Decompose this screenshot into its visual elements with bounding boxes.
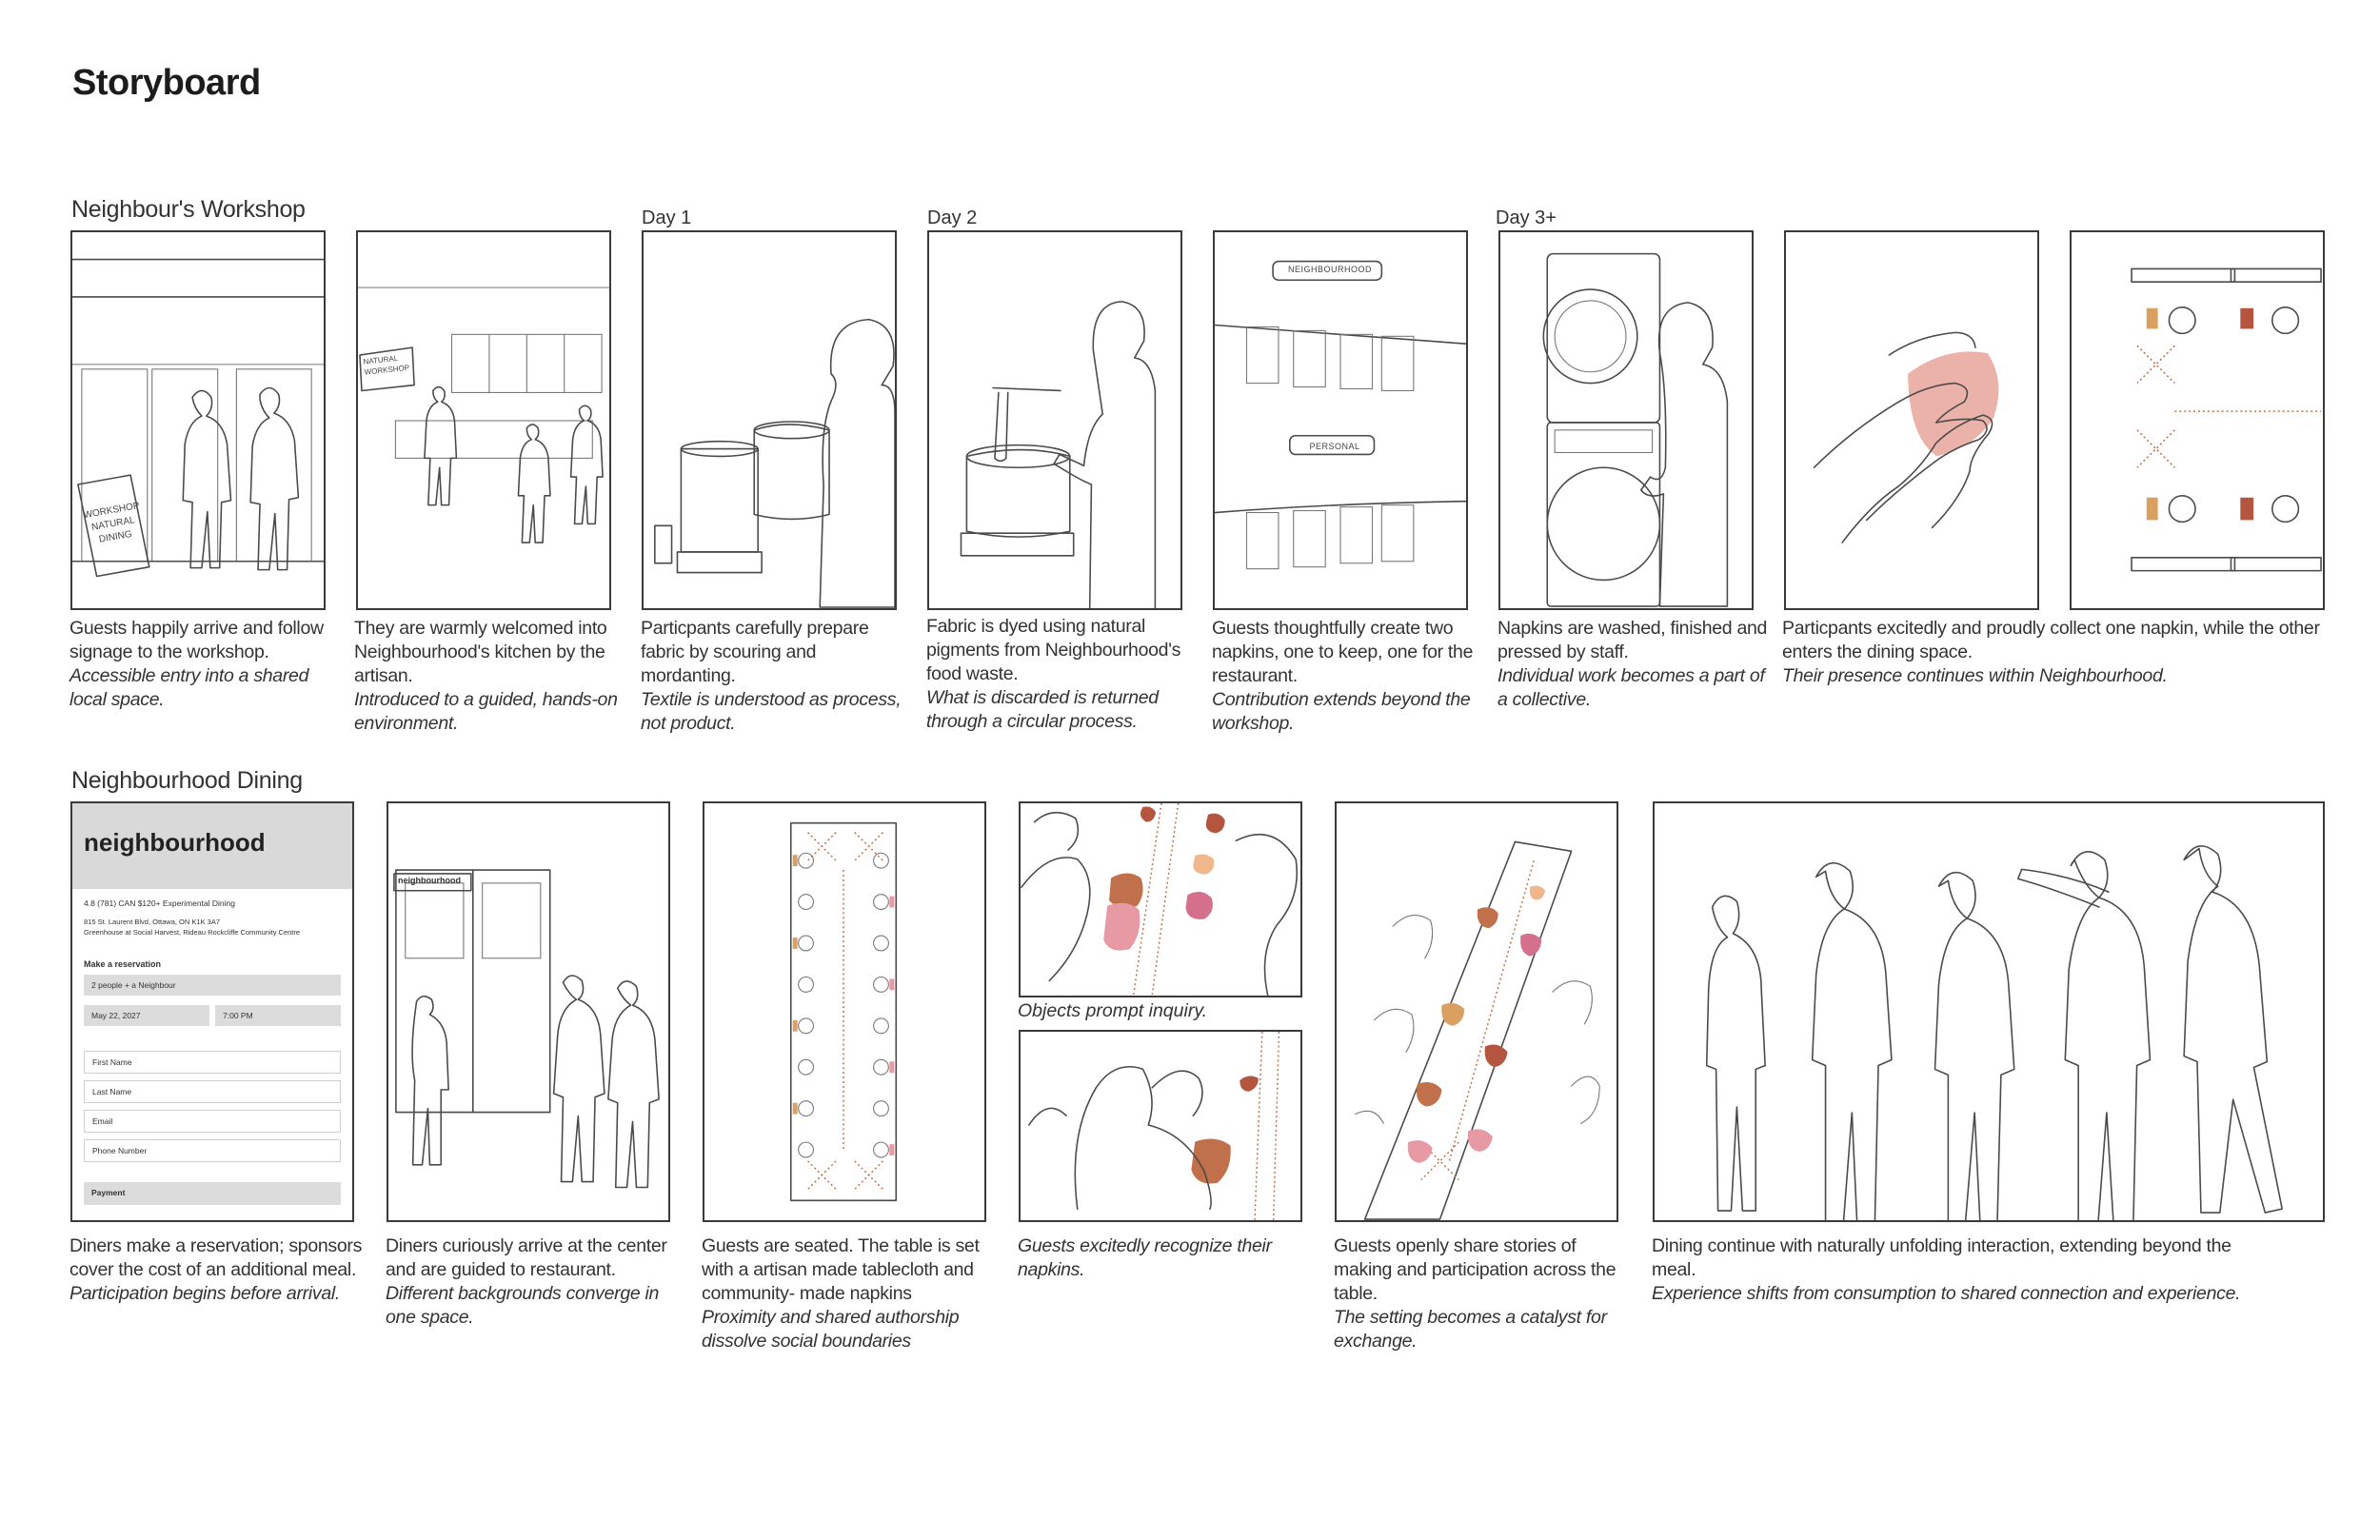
reservation-rating: 4.8 (781) CAN $120+ Experimental Dining xyxy=(84,898,235,908)
storyboard-frame-inquiry xyxy=(1019,801,1302,997)
caption-workshop-6: Napkins are washed, finished and pressed by staff. Individual work becomes a part of a collective. xyxy=(1497,618,1768,710)
caption-dining-5: Guests openly share stories of making and participation across the table. The setting becomes a catalyst for exchange. xyxy=(1334,1235,1616,1352)
phone-field[interactable] xyxy=(84,1139,341,1162)
payment-button[interactable] xyxy=(84,1182,341,1205)
sketch-dye xyxy=(929,232,1180,608)
last-name-field[interactable] xyxy=(84,1080,341,1103)
storyboard-frame-collect xyxy=(1784,230,2039,610)
time-select[interactable] xyxy=(215,1005,341,1026)
caption-workshop-7: Particpants excitedly and proudly collect one napkin, while the other enters the dining space. Their presence continues within Neighbourhood. xyxy=(1782,618,2320,686)
reservation-venue: Greenhouse at Social Harvest, Rideau Rockcliffe Community Centre xyxy=(84,928,301,937)
first-name-field[interactable] xyxy=(84,1051,341,1074)
section-title-dining: Neighbourhood Dining xyxy=(71,767,303,794)
workshop-sign: WORKSHOP NATURAL DINING xyxy=(82,501,141,545)
phone-placeholder: Phone Number xyxy=(92,1146,148,1155)
reservation-screen xyxy=(70,801,354,1222)
reservation-brand: neighbourhood xyxy=(84,828,266,857)
sketch-silhouettes xyxy=(1655,803,2323,1220)
last-name-placeholder: Last Name xyxy=(92,1087,132,1096)
section-title-workshop: Neighbour's Workshop xyxy=(71,196,306,223)
storyboard-frame-table-top xyxy=(2070,230,2325,610)
storyboard-frame-sharing xyxy=(1335,801,1618,1222)
page-title: Storyboard xyxy=(72,63,261,103)
caption-inquiry: Objects prompt inquiry. xyxy=(1018,1000,1208,1021)
storyboard-frame-kitchen xyxy=(356,230,611,610)
sketch-inquiry xyxy=(1021,803,1300,996)
sketch-sharing xyxy=(1337,803,1616,1220)
storyboard-frame-dye xyxy=(927,230,1182,610)
time-value: 7:00 PM xyxy=(223,1011,253,1020)
caption-workshop-2: They are warmly welcomed into Neighbourhood's kitchen by the artisan. Introduced to a guided, hands-on environment. xyxy=(354,618,618,734)
door-sign: neighbourhood xyxy=(398,876,461,885)
caption-dining-1: Diners make a reservation; sponsors cover the cost of an additional meal. Participation begins before arrival. xyxy=(69,1235,363,1304)
sketch-prepare xyxy=(644,232,895,608)
sketch-hands xyxy=(1786,232,2037,608)
storyboard-frame-wash xyxy=(1498,230,1754,610)
caption-dining-4: Guests excitedly recognize their napkins. xyxy=(1018,1235,1272,1280)
day-label-2: Day 2 xyxy=(927,207,978,228)
reservation-heading: Make a reservation xyxy=(84,959,162,969)
party-size-select[interactable] xyxy=(84,975,341,996)
sketch-long-table xyxy=(704,803,984,1220)
caption-dining-3: Guests are seated. The table is set with a artisan made tablecloth and community- made napkins Proximity and shared authorship dissolve social boundaries xyxy=(702,1235,980,1352)
caption-workshop-1: Guests happily arrive and follow signage to the workshop. Accessible entry into a shared local space. xyxy=(69,618,324,710)
reservation-header xyxy=(72,803,352,889)
sketch-clothesline xyxy=(1215,232,1466,608)
caption-workshop-5: Guests thoughtfully create two napkins, one to keep, one for the restaurant. Contribution extends beyond the workshop. xyxy=(1212,618,1474,734)
kitchen-sign: NATURAL WORKSHOP xyxy=(363,353,410,377)
storyboard-frame-prepare xyxy=(642,230,897,610)
email-placeholder: Email xyxy=(92,1116,113,1126)
sketch-kitchen xyxy=(358,232,609,608)
caption-workshop-3: Particpants carefully prepare fabric by scouring and mordanting. Textile is understood as process, not product. xyxy=(641,618,902,734)
sketch-table-top xyxy=(2072,232,2323,608)
caption-dining-6: Dining continue with naturally unfolding interaction, extending beyond the meal. Experience shifts from consumption to shared connection and experience. xyxy=(1652,1235,2241,1304)
sketch-washer xyxy=(1500,232,1752,608)
sketch-arrival xyxy=(72,232,324,608)
date-select[interactable] xyxy=(84,1005,209,1026)
caption-dining-2: Diners curiously arrive at the center and are guided to restaurant. Different backgrounds converge in one space. xyxy=(386,1235,667,1328)
party-size-value: 2 people + a Neighbour xyxy=(91,980,176,990)
day-label-1: Day 1 xyxy=(642,207,692,228)
storyboard-frame-conversation xyxy=(1653,801,2325,1222)
date-value: May 22, 2027 xyxy=(91,1011,141,1020)
first-name-placeholder: First Name xyxy=(92,1057,132,1067)
napkin-sign-top: NEIGHBOURHOOD xyxy=(1287,265,1372,274)
storyboard-frame-door xyxy=(387,801,670,1222)
sketch-door xyxy=(388,803,668,1220)
payment-label: Payment xyxy=(91,1188,126,1197)
reservation-address: 815 St. Laurent Blvd, Ottawa, ON K1K 3A7 xyxy=(84,918,220,926)
caption-workshop-4: Fabric is dyed using natural pigments from Neighbourhood's food waste. What is discarded is returned through a circular process. xyxy=(926,616,1181,732)
day-label-3: Day 3+ xyxy=(1496,207,1557,228)
storyboard-frame-seated xyxy=(703,801,986,1222)
sketch-recognize xyxy=(1021,1032,1300,1220)
storyboard-frame-recognize xyxy=(1019,1030,1302,1222)
email-field[interactable] xyxy=(84,1110,341,1133)
storyboard-frame-arrival xyxy=(70,230,326,610)
napkin-sign-bottom: PERSONAL xyxy=(1309,442,1360,451)
storyboard-frame-napkins-line xyxy=(1213,230,1468,610)
